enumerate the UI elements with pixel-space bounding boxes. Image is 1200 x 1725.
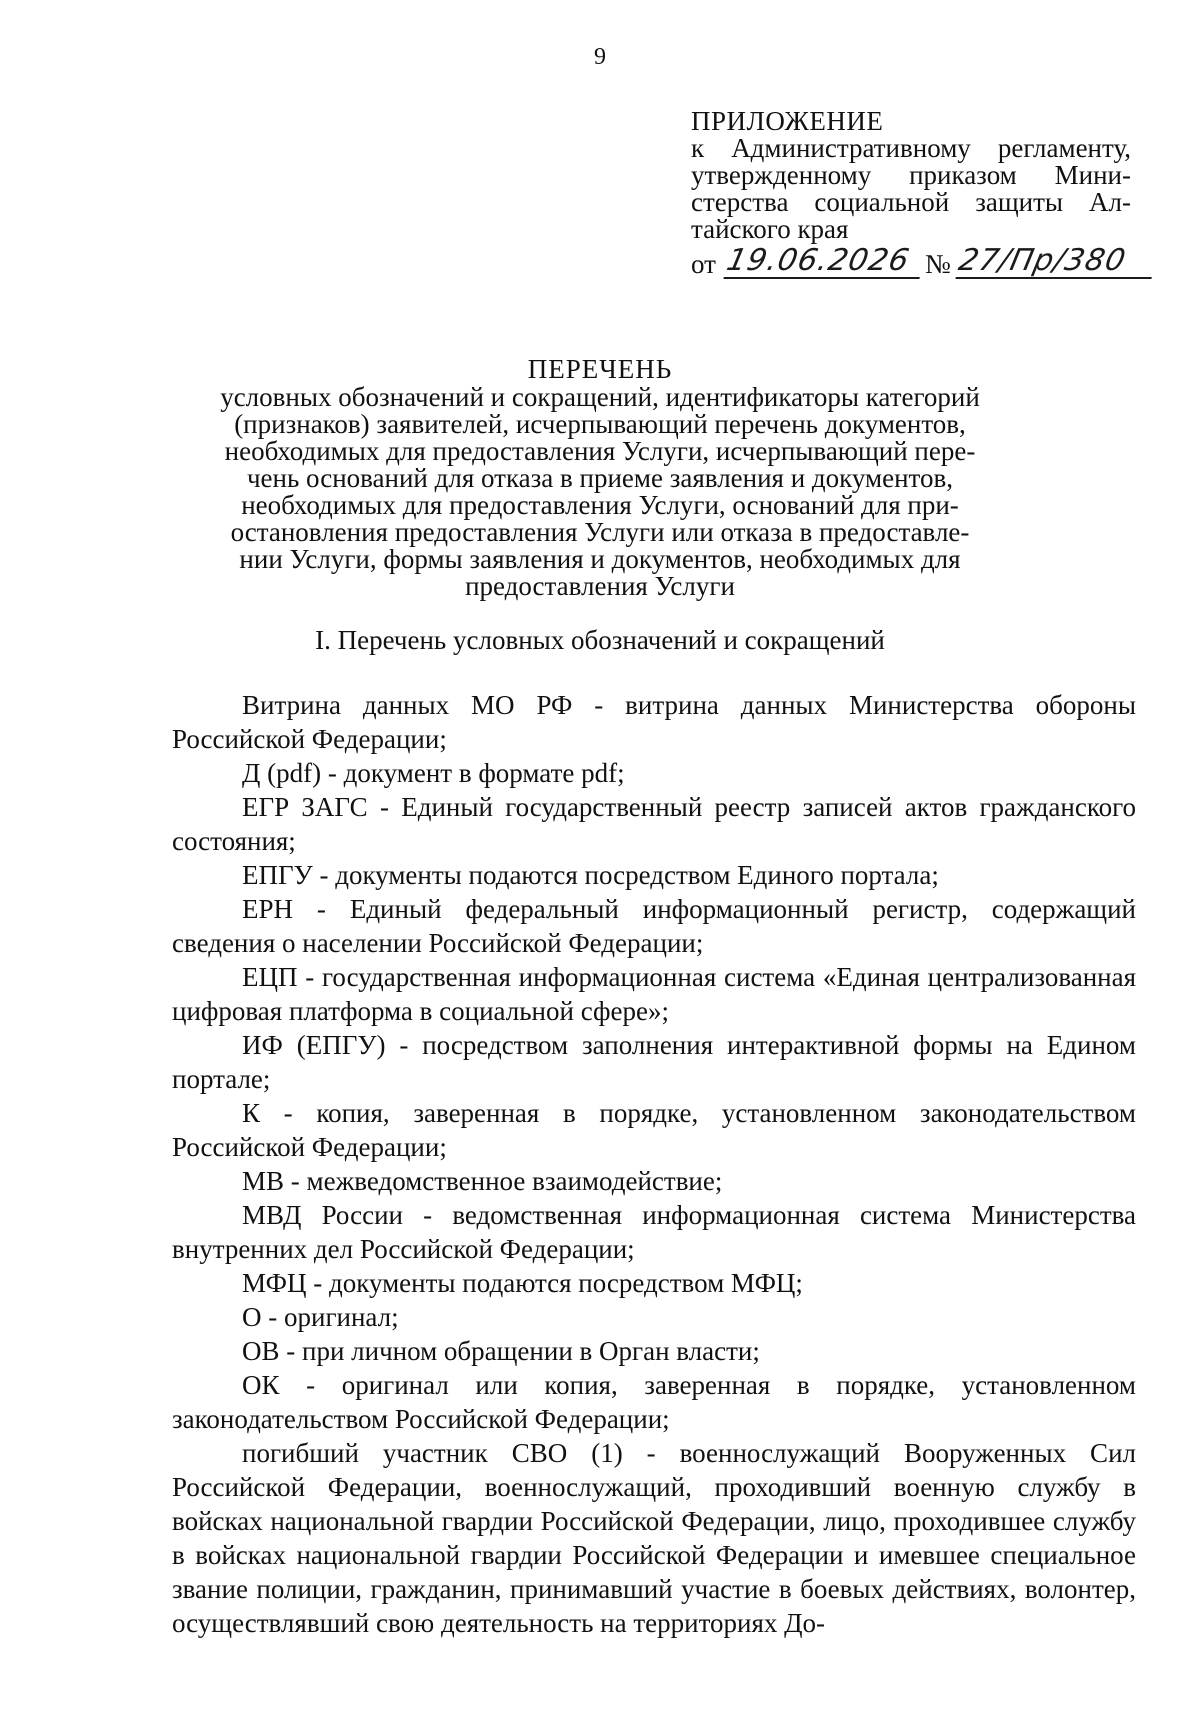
appendix-block	[691, 108, 1131, 283]
number-prefix: №	[925, 249, 951, 279]
title-line: необходимых для предоставления Услуги, оснований для при-	[241, 490, 959, 520]
abbreviation-entry: ИФ (ЕПГУ) - посредством заполнения интерактивной формы на Едином портале;	[172, 1030, 1136, 1094]
appendix-line: утвержденному приказом Мини-	[691, 160, 1131, 190]
appendix-line: стерства социальной защиты Ал-	[691, 187, 1131, 217]
title-line: (признаков) заявителей, исчерпывающий перечень документов,	[234, 409, 966, 439]
page-number: 9	[594, 44, 606, 70]
abbreviation-entry: Д (pdf) - документ в формате pdf;	[242, 758, 625, 788]
abbreviation-entry: МФЦ - документы подаются посредством МФЦ;	[242, 1268, 803, 1298]
abbreviation-entry: МВД России - ведомственная информационная система Министерства внутренних дел Российской Федерации;	[172, 1200, 1136, 1264]
abbreviations-list	[172, 688, 1136, 1640]
abbreviation-entry: погибший участник СВО (1) - военнослужащий Вооруженных Сил Российской Федерации, военнослужащий, проходивший военную службу в войсках национальной гвардии Российской Федерации, лицо, проходившее службу в войсках национальной гвардии Российской Федерации и имевшее специальное звание полиции, гражданин, принимавший участие в боевых действиях, волонтер, осуществлявший свою деятельность на территориях До-	[172, 1438, 1136, 1638]
abbreviation-entry: ЕРН - Единый федеральный информационный регистр, содержащий сведения о населении Российской Федерации;	[172, 894, 1136, 958]
abbreviation-entry: ЕГР ЗАГС - Единый государственный реестр записей актов гражданского состояния;	[172, 792, 1136, 856]
abbreviation-entry: О - оригинал;	[242, 1302, 399, 1332]
title-heading: ПЕРЕЧЕНЬ	[527, 354, 673, 384]
title-line: условных обозначений и сокращений, идентификаторы категорий	[220, 382, 980, 412]
title-line: остановления предоставления Услуги или отказа в предоставле-	[230, 517, 970, 547]
abbreviation-entry: Витрина данных МО РФ - витрина данных Министерства обороны Российской Федерации;	[172, 690, 1136, 754]
title-line: чень оснований для отказа в приеме заявления и документов,	[246, 463, 954, 493]
handwritten-date: 19.06.2026	[723, 245, 926, 279]
abbreviation-entry: К - копия, заверенная в порядке, установленном законодательством Российской Федерации;	[172, 1098, 1136, 1162]
abbreviation-entry: ЕЦП - государственная информационная система «Единая централизованная цифровая платформа в социальной сфере»;	[172, 962, 1136, 1026]
abbreviation-entry: ОК - оригинал или копия, заверенная в порядке, установленном законодательством Российской Федерации;	[172, 1370, 1136, 1434]
order-date-number-line	[691, 243, 1131, 283]
document-title	[0, 356, 1200, 600]
appendix-line: к Административному регламенту,	[691, 133, 1131, 163]
abbreviation-entry: МВ - межведомственное взаимодействие;	[242, 1166, 723, 1196]
handwritten-order-number: 27/Пр/380	[955, 245, 1158, 279]
title-line: предоставления Услуги	[465, 571, 735, 601]
date-prefix: от	[691, 249, 716, 279]
title-line: необходимых для предоставления Услуги, исчерпывающий пере-	[224, 436, 976, 466]
abbreviation-entry: ОВ - при личном обращении в Орган власти;	[242, 1336, 760, 1366]
title-line: нии Услуги, формы заявления и документов, необходимых для	[239, 544, 961, 574]
appendix-line: тайского края	[691, 214, 849, 244]
abbreviation-entry: ЕПГУ - документы подаются посредством Единого портала;	[242, 860, 939, 890]
appendix-heading: ПРИЛОЖЕНИЕ	[691, 106, 884, 136]
section-heading: I. Перечень условных обозначений и сокращений	[315, 625, 885, 655]
